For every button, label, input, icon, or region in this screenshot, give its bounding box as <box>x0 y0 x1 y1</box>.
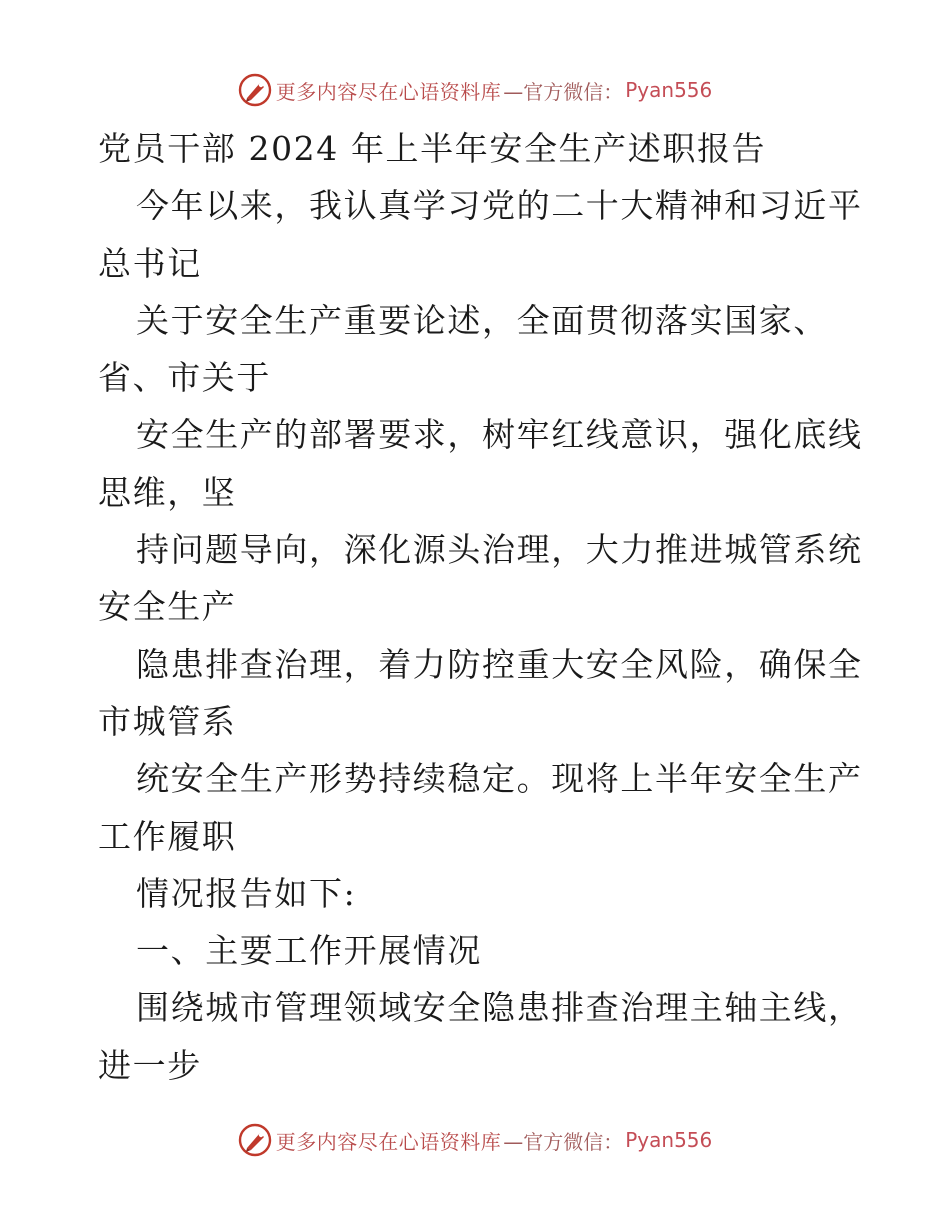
paragraph-line: 情况报告如下: <box>136 873 357 913</box>
paragraph-line: 围绕城市管理领域安全隐患排查治理主轴主线， <box>136 988 863 1028</box>
watermark-sub-text: —官方微信： <box>503 79 624 104</box>
watermark-banner-bottom <box>0 1120 950 1160</box>
paragraph-line: 市城管系 <box>98 701 237 741</box>
paragraph-line: 今年以来，我认真学习党的二十大精神和习近平 <box>136 186 863 226</box>
paragraph-line: 关于安全生产重要论述，全面贯彻落实国家、 <box>136 300 828 340</box>
paragraph-line: 安全生产 <box>98 587 237 627</box>
paragraph-line: 统安全生产形势持续稳定。现将上半年安全生产 <box>136 759 863 799</box>
section-heading: 一、主要工作开展情况 <box>136 931 482 971</box>
watermark-banner-top <box>0 70 950 110</box>
pen-nib-logo-icon <box>238 73 272 107</box>
watermark-main-text: 更多内容尽在心语资料库 <box>275 1129 502 1154</box>
paragraph-line: 思维，坚 <box>98 472 237 512</box>
watermark-main-text: 更多内容尽在心语资料库 <box>275 79 502 104</box>
watermark-sub-text: —官方微信： <box>503 1129 624 1154</box>
watermark-id-text: Pyan556 <box>625 1128 713 1152</box>
watermark-id-text: Pyan556 <box>625 78 713 102</box>
document-body <box>98 120 863 1094</box>
paragraph-line: 总书记 <box>98 243 202 283</box>
paragraph-line: 隐患排查治理，着力防控重大安全风险，确保全 <box>136 644 863 684</box>
document-title: 党员干部 2024 年上半年安全生产述职报告 <box>98 129 767 168</box>
paragraph-line: 工作履职 <box>98 816 237 856</box>
paragraph-line: 省、市关于 <box>98 358 271 398</box>
paragraph-line: 安全生产的部署要求，树牢红线意识，强化底线 <box>136 415 863 455</box>
paragraph-line: 进一步 <box>98 1045 202 1085</box>
pen-nib-logo-icon <box>238 1123 272 1157</box>
paragraph-line: 持问题导向，深化源头治理，大力推进城管系统 <box>136 530 863 570</box>
